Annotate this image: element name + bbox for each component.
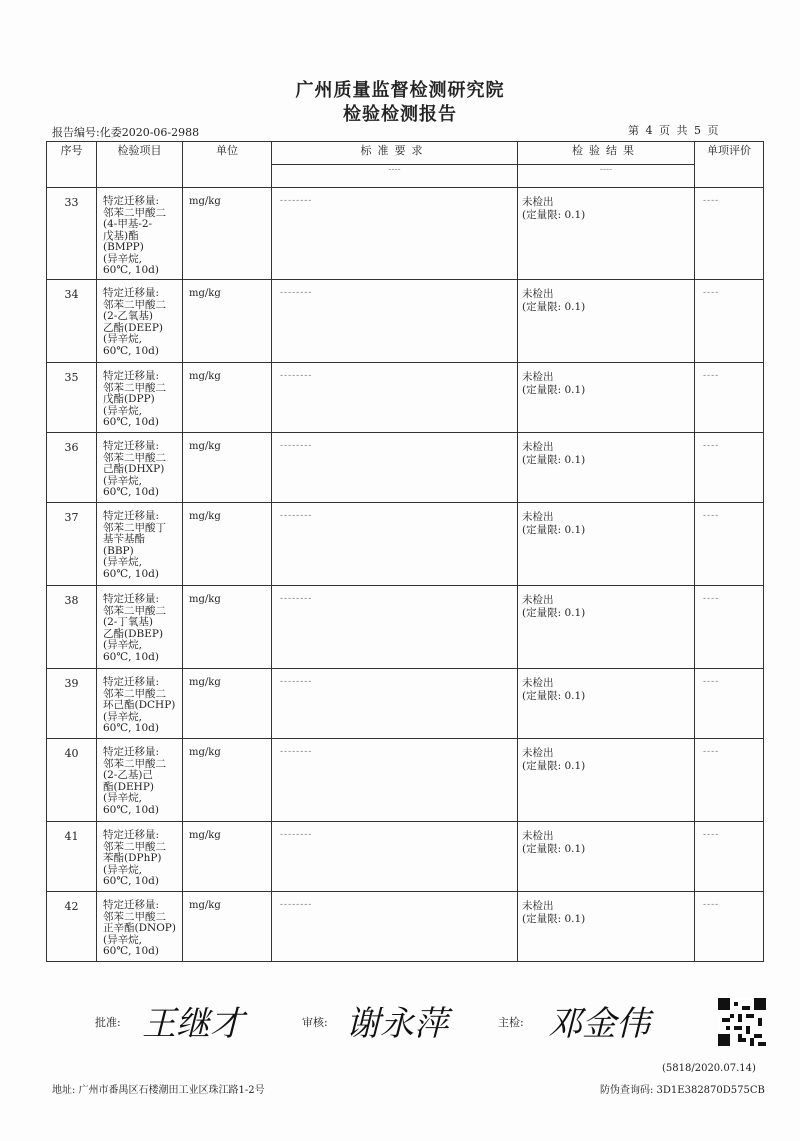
item-line: 邻苯二甲酸二 — [103, 604, 166, 617]
evaluation-cell: ---- — [695, 433, 764, 503]
table-row — [47, 280, 764, 363]
result-cell — [518, 892, 695, 962]
item-line: (异辛烷, — [103, 556, 142, 568]
item-line: 60℃, 10d) — [103, 650, 159, 663]
item-line: (BBP) — [103, 544, 134, 557]
item-line: 邻苯二甲酸二 — [103, 451, 166, 464]
col-header-seq: 序号 — [47, 142, 97, 188]
table-row — [47, 188, 764, 280]
col-header-standard: 标准要求 — [272, 142, 518, 165]
item-line: 邻苯二甲酸二 — [103, 757, 166, 770]
standard-cell: -------- — [272, 739, 518, 822]
item-line: 戊酯(DPP) — [103, 393, 155, 405]
item-line: 60℃, 10d) — [103, 722, 159, 734]
item-cell — [97, 739, 183, 822]
item-line: 特定迁移量: — [103, 593, 160, 605]
seq-cell: 41 — [47, 822, 97, 892]
seq-cell: 38 — [47, 586, 97, 669]
quantification-limit: (定量限: 0.1) — [522, 301, 586, 313]
result-cell — [518, 739, 695, 822]
table-body — [47, 188, 764, 962]
result-text: 未检出 — [522, 594, 554, 606]
unit-cell: mg/kg — [183, 188, 272, 280]
item-cell — [97, 586, 183, 669]
result-text: 未检出 — [522, 288, 554, 300]
quantification-limit: (定量限: 0.1) — [522, 913, 586, 925]
result-cell — [518, 503, 695, 586]
quantification-limit: (定量限: 0.1) — [522, 524, 586, 536]
item-line: (异辛烷, — [103, 639, 142, 651]
seq-cell: 39 — [47, 669, 97, 739]
table-row — [47, 739, 764, 822]
table-row — [47, 503, 764, 586]
item-line: 己酯(DHXP) — [103, 463, 165, 475]
quantification-limit: (定量限: 0.1) — [522, 843, 586, 855]
item-line: (2-丁氧基) — [103, 616, 153, 628]
item-cell — [97, 669, 183, 739]
item-cell — [97, 822, 183, 892]
item-line: 特定迁移量: — [103, 829, 160, 841]
item-line: 邻苯二甲酸丁 — [103, 521, 166, 534]
quantification-limit: (定量限: 0.1) — [522, 760, 586, 772]
item-line: 乙酯(DEEP) — [103, 321, 164, 334]
result-text: 未检出 — [522, 677, 554, 689]
table-row — [47, 892, 764, 962]
item-line: (异辛烷, — [103, 474, 142, 487]
col-header-unit: 单位 — [183, 142, 272, 188]
report-number: 报告编号:化委2020-06-2988 — [52, 126, 200, 139]
item-cell — [97, 188, 183, 280]
item-line: 基苄基酯 — [103, 533, 145, 545]
item-line: 60℃, 10d) — [103, 486, 159, 498]
item-line: 60℃, 10d) — [103, 567, 159, 580]
evaluation-cell: ---- — [695, 363, 764, 433]
item-line: (4-甲基-2- — [103, 218, 153, 230]
item-line: (异辛烷, — [103, 792, 142, 804]
item-line: (BMPP) — [103, 241, 144, 253]
standard-cell: -------- — [272, 586, 518, 669]
col-header-item: 检验项目 — [97, 142, 183, 188]
item-line: 60℃, 10d) — [103, 264, 159, 276]
item-line: 60℃, 10d) — [103, 875, 159, 887]
review-label: 审核: — [302, 1016, 328, 1029]
col-header-result: 检验结果 — [518, 142, 695, 165]
standard-cell: -------- — [272, 433, 518, 503]
result-cell — [518, 188, 695, 280]
approve-label: 批准: — [95, 1016, 121, 1029]
result-text: 未检出 — [522, 441, 554, 453]
unit-cell: mg/kg — [183, 433, 272, 503]
quantification-limit: (定量限: 0.1) — [522, 454, 586, 466]
table-row — [47, 433, 764, 503]
seq-cell: 35 — [47, 363, 97, 433]
item-line: 特定迁移量: — [103, 195, 160, 207]
unit-cell: mg/kg — [183, 739, 272, 822]
item-line: (异辛烷, — [103, 933, 142, 946]
anti-fake-code: 防伪查询码: 3D1E382870D575CB — [600, 1085, 765, 1096]
report-title: 检验检测报告 — [343, 104, 457, 125]
item-line: 戊基)酯 — [103, 229, 139, 242]
table-row — [47, 363, 764, 433]
standard-cell: -------- — [272, 280, 518, 363]
address: 地址: 广州市番禺区石楼潮田工业区珠江路1-2号 — [52, 1085, 265, 1096]
seq-cell: 34 — [47, 280, 97, 363]
standard-cell: -------- — [272, 188, 518, 280]
item-line: 苯酯(DPhP) — [103, 852, 162, 864]
seq-cell: 37 — [47, 503, 97, 586]
unit-cell: mg/kg — [183, 503, 272, 586]
item-cell — [97, 433, 183, 503]
page-indicator: 第 4 页 共 5 页 — [628, 124, 719, 137]
standard-cell: -------- — [272, 669, 518, 739]
result-cell — [518, 822, 695, 892]
table-row — [47, 586, 764, 669]
item-line: 邻苯二甲酸二 — [103, 840, 166, 853]
unit-cell: mg/kg — [183, 669, 272, 739]
evaluation-cell: ---- — [695, 586, 764, 669]
review-signature: 谢永萍 — [346, 1004, 448, 1044]
item-line: 邻苯二甲酸二 — [103, 381, 166, 394]
result-cell — [518, 586, 695, 669]
item-cell — [97, 503, 183, 586]
item-line: (2-乙氧基) — [103, 310, 153, 322]
result-text: 未检出 — [522, 830, 554, 842]
item-line: (异辛烷, — [103, 863, 142, 876]
item-line: (异辛烷, — [103, 404, 142, 417]
evaluation-cell: ---- — [695, 739, 764, 822]
unit-cell: mg/kg — [183, 363, 272, 433]
item-line: 特定迁移量: — [103, 440, 160, 452]
unit-cell: mg/kg — [183, 822, 272, 892]
approve-signature: 王继才 — [142, 1004, 244, 1044]
item-line: (异辛烷, — [103, 710, 142, 723]
item-line: 60℃, 10d) — [103, 416, 159, 428]
standard-cell: -------- — [272, 503, 518, 586]
item-line: (异辛烷, — [103, 252, 142, 265]
item-line: 环己酯(DCHP) — [103, 699, 176, 711]
result-cell — [518, 669, 695, 739]
item-line: 邻苯二甲酸二 — [103, 910, 166, 923]
evaluation-cell: ---- — [695, 892, 764, 962]
result-cell — [518, 363, 695, 433]
result-text: 未检出 — [522, 747, 554, 759]
unit-cell: mg/kg — [183, 586, 272, 669]
item-line: 乙酯(DBEP) — [103, 627, 164, 640]
item-line: 60℃, 10d) — [103, 945, 159, 957]
institute-title: 广州质量监督检测研究院 — [295, 80, 505, 101]
item-line: 特定迁移量: — [103, 510, 160, 522]
evaluation-cell: ---- — [695, 669, 764, 739]
item-line: 60℃, 10d) — [103, 803, 159, 816]
standard-cell: -------- — [272, 822, 518, 892]
item-line: 正辛酯(DNOP) — [103, 922, 176, 934]
evaluation-cell: ---- — [695, 822, 764, 892]
item-line: 60℃, 10d) — [103, 344, 159, 357]
item-line: 特定迁移量: — [103, 287, 160, 299]
quantification-limit: (定量限: 0.1) — [522, 690, 586, 702]
item-line: 邻苯二甲酸二 — [103, 206, 166, 219]
inspect-signature: 邓金伟 — [548, 1004, 650, 1044]
table-row — [47, 669, 764, 739]
col-header-evaluation: 单项评价 — [695, 142, 764, 188]
inspect-label: 主检: — [498, 1016, 524, 1029]
result-cell — [518, 433, 695, 503]
quantification-limit: (定量限: 0.1) — [522, 209, 586, 221]
result-subheader: ---- — [518, 165, 695, 188]
report-code: (5818/2020.07.14) — [662, 1063, 756, 1074]
standard-subheader: ---- — [272, 165, 518, 188]
item-cell — [97, 892, 183, 962]
unit-cell: mg/kg — [183, 280, 272, 363]
item-line: 特定迁移量: — [103, 746, 160, 758]
item-line: (2-乙基)己 — [103, 769, 153, 781]
seq-cell: 36 — [47, 433, 97, 503]
item-line: 特定迁移量: — [103, 370, 160, 382]
result-text: 未检出 — [522, 196, 554, 208]
seq-cell: 42 — [47, 892, 97, 962]
evaluation-cell: ---- — [695, 188, 764, 280]
evaluation-cell: ---- — [695, 503, 764, 586]
result-cell — [518, 280, 695, 363]
item-cell — [97, 280, 183, 363]
unit-cell: mg/kg — [183, 892, 272, 962]
item-line: 特定迁移量: — [103, 676, 160, 688]
standard-cell: -------- — [272, 363, 518, 433]
result-text: 未检出 — [522, 511, 554, 523]
item-cell — [97, 363, 183, 433]
result-text: 未检出 — [522, 900, 554, 912]
quantification-limit: (定量限: 0.1) — [522, 384, 586, 396]
seq-cell: 33 — [47, 188, 97, 280]
item-line: 酯(DEHP) — [103, 780, 154, 793]
qr-code-icon — [718, 998, 766, 1046]
item-line: (异辛烷, — [103, 333, 142, 345]
result-text: 未检出 — [522, 371, 554, 383]
table-row — [47, 822, 764, 892]
evaluation-cell: ---- — [695, 280, 764, 363]
results-table — [46, 141, 764, 962]
item-line: 特定迁移量: — [103, 899, 160, 911]
quantification-limit: (定量限: 0.1) — [522, 607, 586, 619]
item-line: 邻苯二甲酸二 — [103, 687, 166, 700]
standard-cell: -------- — [272, 892, 518, 962]
item-line: 邻苯二甲酸二 — [103, 298, 166, 311]
seq-cell: 40 — [47, 739, 97, 822]
